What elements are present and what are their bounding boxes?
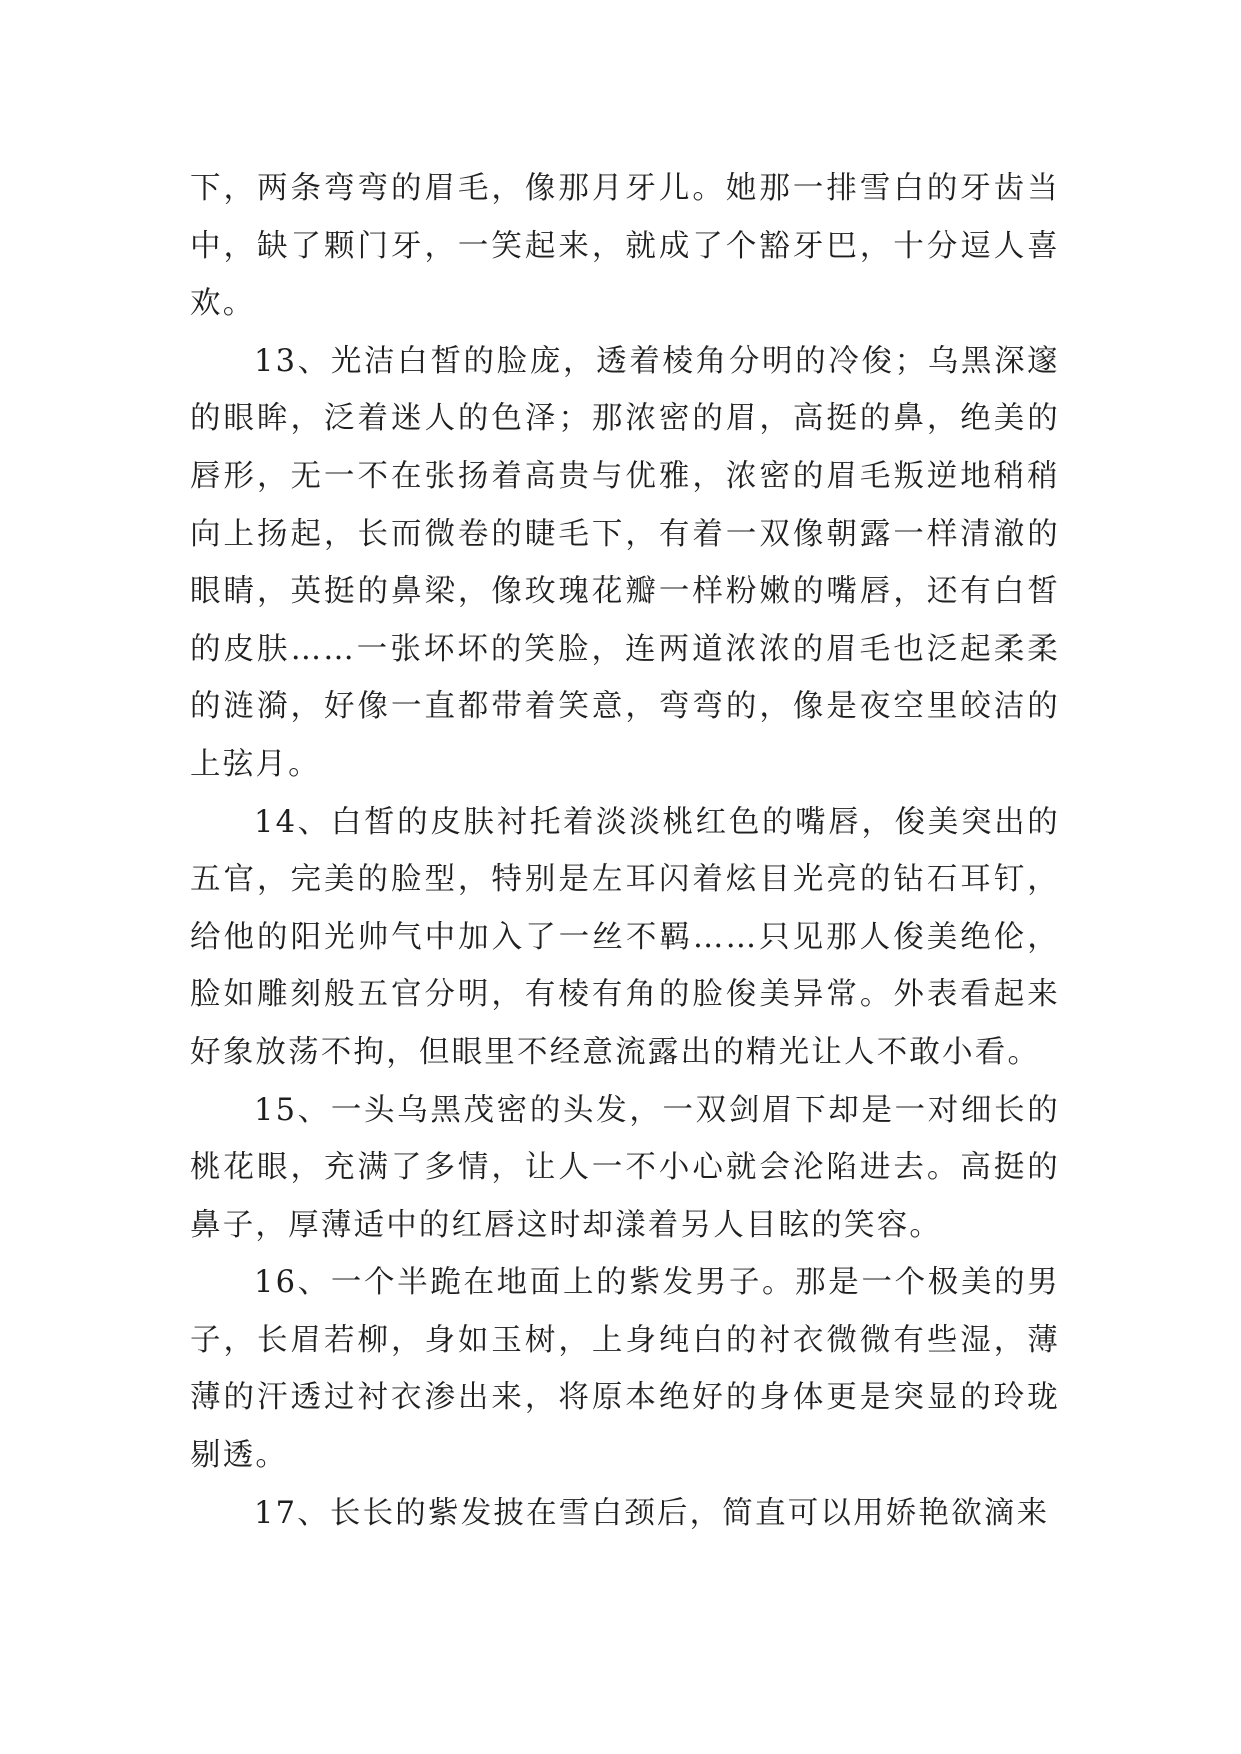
paragraph-12-continuation: 下，两条弯弯的眉毛，像那月牙儿。她那一排雪白的牙齿当中，缺了颗门牙，一笑起来，就成了个豁牙巴，十分逗人喜欢。 xyxy=(190,171,1060,322)
paragraph-16: 16、一个半跪在地面上的紫发男子。那是一个极美的男子，长眉若柳，身如玉树，上身纯白的衬衣微微有些湿，薄薄的汗透过衬衣渗出来，将原本绝好的身体更是突显的玲珑剔透。 xyxy=(190,1265,1060,1474)
paragraph-15: 15、一头乌黑茂密的头发，一双剑眉下却是一对细长的桃花眼，充满了多情，让人一不小心就会沦陷进去。高挺的鼻子，厚薄适中的红唇这时却漾着另人目眩的笑容。 xyxy=(190,1092,1060,1243)
paragraph-13: 13、光洁白皙的脸庞，透着棱角分明的冷俊；乌黑深邃的眼眸，泛着迷人的色泽；那浓密的眉，高挺的鼻，绝美的唇形，无一不在张扬着高贵与优雅，浓密的眉毛叛逆地稍稍向上扬起，长而微卷的睫毛下，有着一双像朝露一样清澈的眼睛，英挺的鼻梁，像玫瑰花瓣一样粉嫩的嘴唇，还有白皙的皮肤……一张坏坏的笑脸，连两道浓浓的眉毛也泛起柔柔的涟漪，好像一直都带着笑意，弯弯的，像是夜空里皎洁的上弦月。 xyxy=(190,343,1060,782)
document-body xyxy=(190,160,1060,1542)
paragraph-17: 17、长长的紫发披在雪白颈后，简直可以用娇艳欲滴来 xyxy=(254,1495,1050,1531)
paragraph-14: 14、白皙的皮肤衬托着淡淡桃红色的嘴唇，俊美突出的五官，完美的脸型，特别是左耳闪着炫目光亮的钻石耳钉，给他的阳光帅气中加入了一丝不羁……只见那人俊美绝伦，脸如雕刻般五官分明，有棱有角的脸俊美异常。外表看起来好象放荡不拘，但眼里不经意流露出的精光让人不敢小看。 xyxy=(190,804,1060,1070)
